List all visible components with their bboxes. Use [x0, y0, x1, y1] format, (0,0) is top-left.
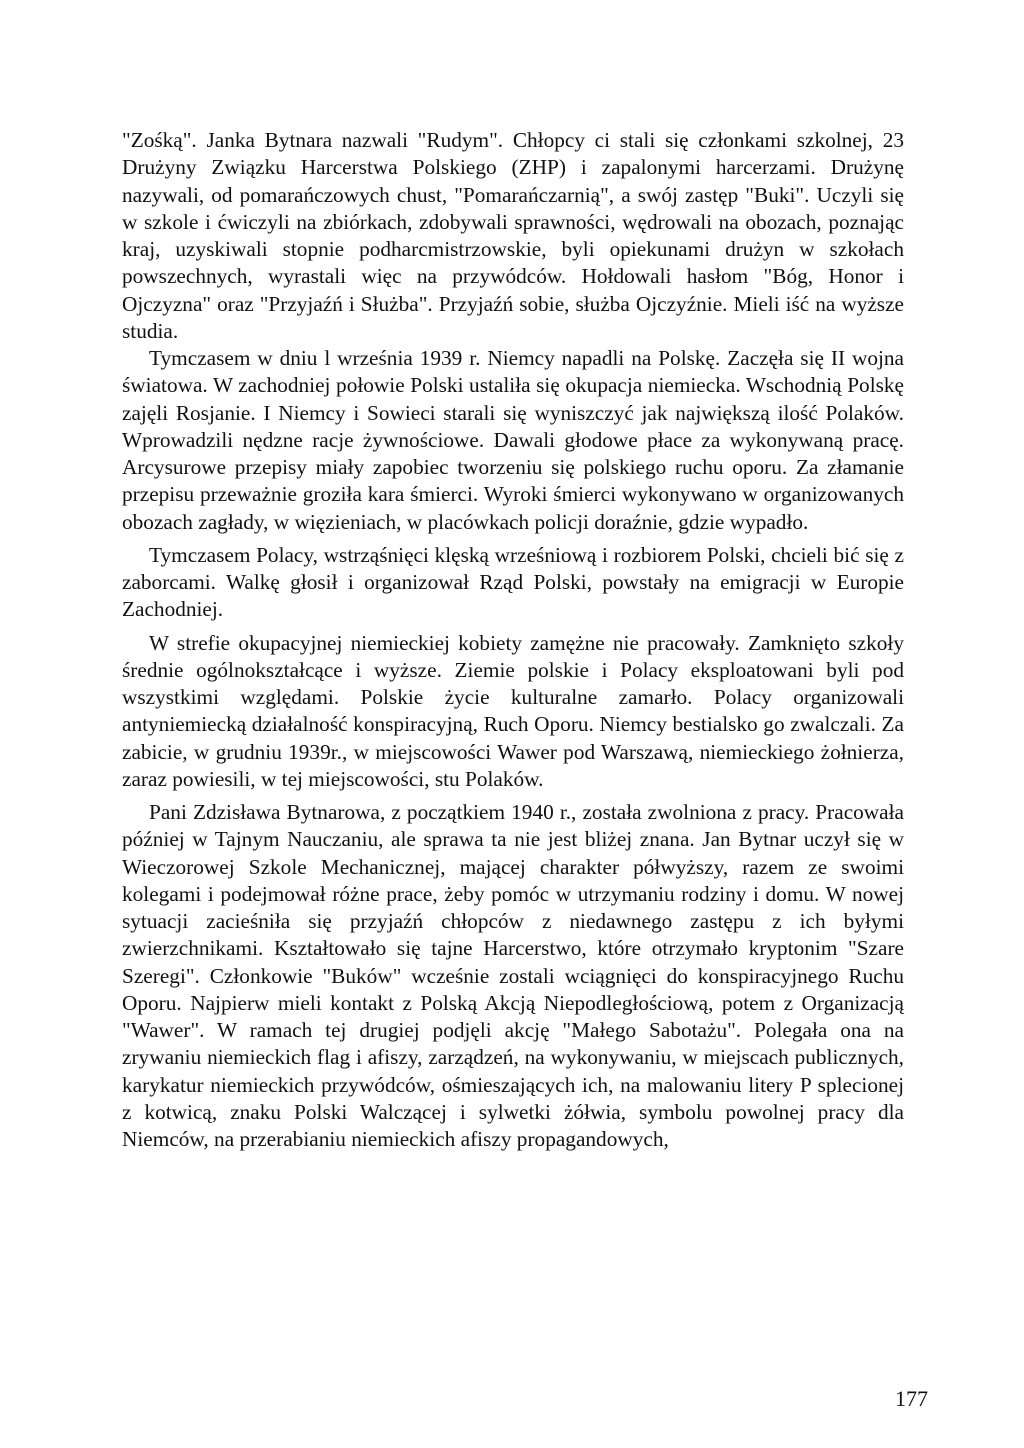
paragraph: Tymczasem Polacy, wstrząśnięci klęską wrześniową i rozbiorem Polski, chcieli bić się z zaborcami. Walkę głosił i organizował Rząd Polski, powstały na emigracji w Europie Zachodniej. [122, 542, 904, 622]
paragraph: W strefie okupacyjnej niemieckiej kobiety zamężne nie pracowały. Zamknięto szkoły średnie ogólnokształcące i wyższe. Ziemie polskie i Polacy eksploatowani byli pod wszystkimi względami. Polskie życie kulturalne zamarło. Polacy organizowali antyniemiecką działalność konspiracyjną, Ruch Oporu. Niemcy bestialsko go zwalczali. Za zabicie, w grudniu 1939r., w miejscowości Wawer pod Warszawą, niemieckiego żołnierza, zaraz powiesili, w tej miejscowości, stu Polaków. [122, 630, 904, 791]
paragraph: Pani Zdzisława Bytnarowa, z początkiem 1940 r., została zwolniona z pracy. Pracowała później w Tajnym Nauczaniu, ale sprawa ta nie jest bliżej znana. Jan Bytnar uczył się w Wieczorowej Szkole Mechanicznej, mającej charakter półwyższy, razem ze swoimi kolegami i podejmował różne prace, żeby pomóc w utrzymaniu rodziny i domu. W nowej sytuacji zacieśniła się przyjaźń chłopców z niedawnego zastępu z ich byłymi zwierzchnikami. Kształtowało się tajne Harcerstwo, które otrzymało kryptonim "Szare Szeregi". Członkowie "Buków" wcześnie zostali wciągnięci do konspiracyjnego Ruchu Oporu. Najpierw mieli kontakt z Polską Akcją Niepodległościową, potem z Organizacją "Wawer". W ramach tej drugiej podjęli akcję "Małego Sabotażu". Polegała ona na zrywaniu niemieckich flag i afiszy, zarządzeń, na wykonywaniu, w miejscach publicznych, karykatur niemieckich przywódców, ośmieszających ich, na malowaniu litery P splecionej z kotwicą, znaku Polski Walczącej i sylwetki żółwia, symbolu powolnej pracy dla Niemców, na przerabianiu niemieckich afiszy propagandowych, [122, 800, 904, 1151]
page-number: 177 [895, 1386, 928, 1411]
body-text [122, 127, 904, 1153]
paragraph: "Zośką". Janka Bytnara nazwali "Rudym". Chłopcy ci stali się członkami szkolnej, 23 Drużyny Związku Harcerstwa Polskiego (ZHP) i zapalonymi harcerzami. Drużynę nazywali, od pomarańczowych chust, "Pomarańczarnią", a swój zastęp "Buki". Uczyli się w szkole i ćwiczyli na zbiórkach, zdobywali sprawności, wędrowali na obozach, poznając kraj, uzyskiwali stopnie podharcmistrzowskie, byli opiekunami drużyn w szkołach powszechnych, wyrastali więc na przywódców. Hołdowali hasłom "Bóg, Honor i Ojczyzna" oraz "Przyjaźń i Służba". Przyjaźń sobie, służba Ojczyźnie. Mieli iść na wyższe studia. [122, 128, 904, 343]
paragraph: Tymczasem w dniu l września 1939 r. Niemcy napadli na Polskę. Zaczęła się II wojna światowa. W zachodniej połowie Polski ustaliła się okupacja niemiecka. Wschodnią Polskę zajęli Rosjanie. I Niemcy i Sowieci starali się wyniszczyć jak największą ilość Polaków. Wprowadzili nędzne racje żywnościowe. Dawali głodowe płace za wykonywaną pracę. Arcysurowe przepisy miały zapobiec tworzeniu się polskiego ruchu oporu. Za złamanie przepisu przeważnie groziła kara śmierci. Wyroki śmierci wykonywano w organizowanych obozach zagłady, w więzieniach, w placówkach policji doraźnie, gdzie wypadło. [122, 346, 904, 534]
